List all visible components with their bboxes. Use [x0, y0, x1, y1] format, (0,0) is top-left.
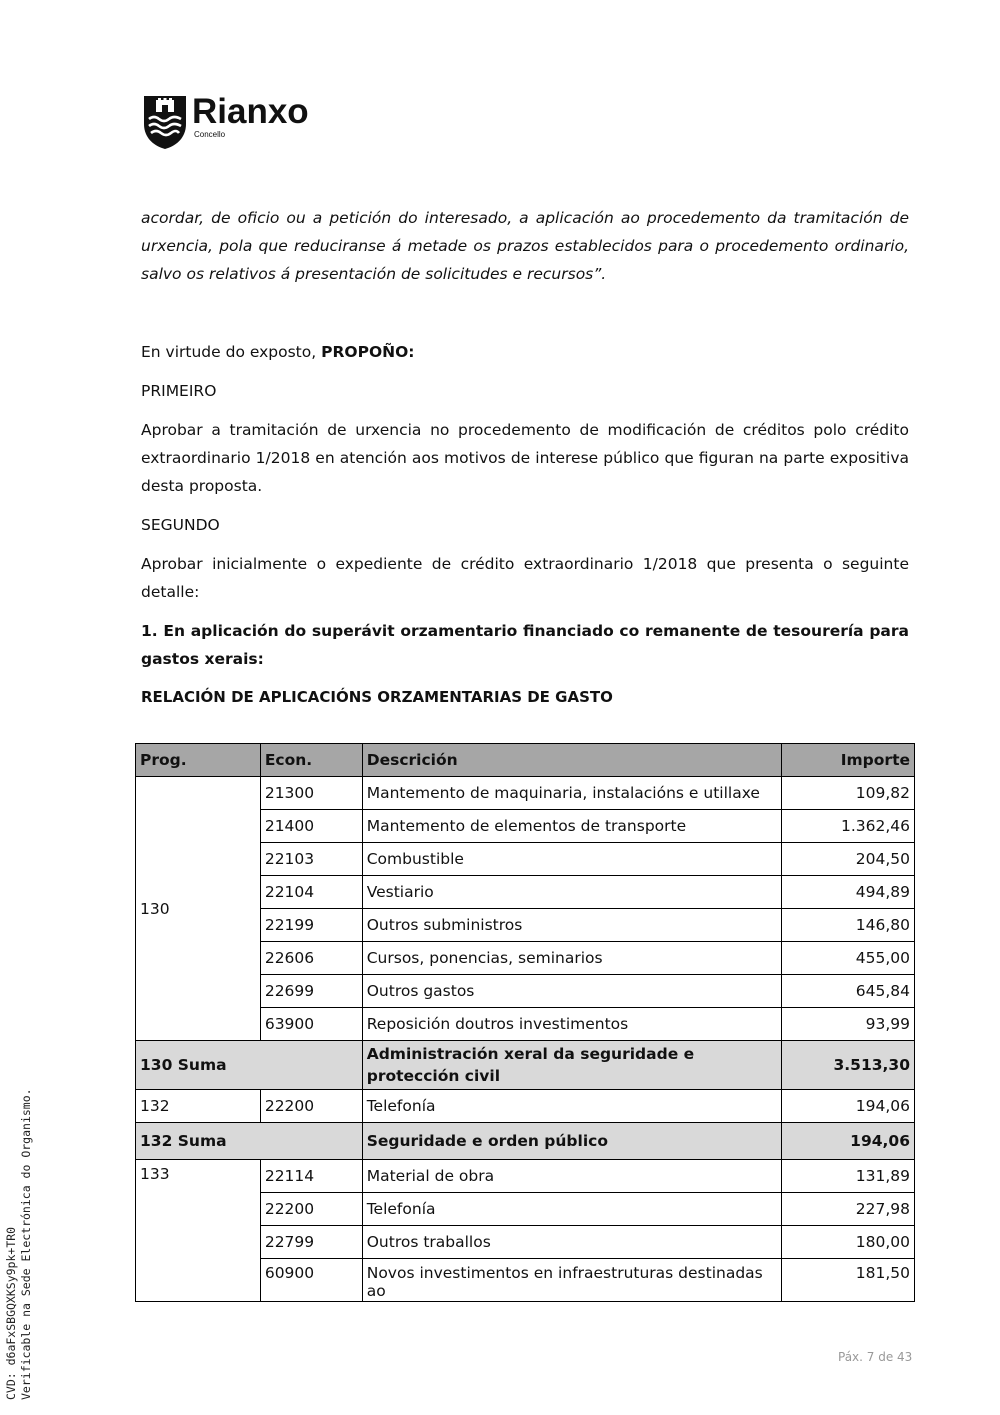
header-desc: Descrición: [362, 744, 781, 777]
amount-cell: 131,89: [782, 1160, 915, 1193]
section1-title: 1. En aplicación do superávit orzamentario financiado co remanente de tesourería para gastos xerais:: [141, 622, 909, 668]
desc-cell: Reposición doutros investimentos: [362, 1008, 781, 1041]
verification-note: Verificable na Sede Electrónica do Organismo.: [19, 1088, 33, 1400]
econ-cell: 63900: [260, 1008, 362, 1041]
amount-cell: 93,99: [782, 1008, 915, 1041]
amount-cell: 1.362,46: [782, 810, 915, 843]
econ-cell: 22606: [260, 942, 362, 975]
prog-cell: 133: [136, 1160, 261, 1302]
desc-cell: Telefonía: [362, 1090, 781, 1123]
logo-name: Rianxo: [192, 92, 309, 131]
header-amount: Importe: [782, 744, 915, 777]
desc-cell: Combustible: [362, 843, 781, 876]
intro-quote: acordar, de oficio ou a petición do interesado, a aplicación ao procedemento da tramitación de urxencia, pola que reduciranse á metade os prazos establecidos para o procedemento ordinario, salvo os relativos á presentación de solicitudes e recursos”.: [141, 209, 909, 283]
sum-label: 132 Suma: [136, 1123, 363, 1160]
econ-cell: 22104: [260, 876, 362, 909]
proposal-lead-bold: PROPOÑO:: [321, 343, 415, 361]
desc-cell: Outros subministros: [362, 909, 781, 942]
econ-cell: 22114: [260, 1160, 362, 1193]
first-heading: PRIMEIRO: [141, 382, 217, 400]
econ-cell: 22103: [260, 843, 362, 876]
sum-desc: Administración xeral da seguridade e protección civil: [362, 1041, 781, 1090]
desc-cell: Cursos, ponencias, seminarios: [362, 942, 781, 975]
table-title: RELACIÓN DE APLICACIÓNS ORZAMENTARIAS DE GASTO: [141, 688, 613, 706]
sum-label: 130 Suma: [136, 1041, 363, 1090]
first-text: Aprobar a tramitación de urxencia no procedemento de modificación de créditos polo crédito extraordinario 1/2018 en atención aos motivos de interese público que figuran na parte expositiva desta proposta.: [141, 421, 909, 495]
desc-cell: Telefonía: [362, 1193, 781, 1226]
sum-desc: Seguridade e orden público: [362, 1123, 781, 1160]
amount-cell: 109,82: [782, 777, 915, 810]
econ-cell: 22200: [260, 1090, 362, 1123]
desc-cell: Outros traballos: [362, 1226, 781, 1259]
amount-cell: 227,98: [782, 1193, 915, 1226]
prog-cell: 132: [136, 1090, 261, 1123]
desc-cell: Outros gastos: [362, 975, 781, 1008]
rianxo-logo: [142, 94, 309, 150]
econ-cell: 22799: [260, 1226, 362, 1259]
sum-amount: 194,06: [782, 1123, 915, 1160]
econ-cell: 60900: [260, 1259, 362, 1302]
econ-cell: 22199: [260, 909, 362, 942]
amount-cell: 194,06: [782, 1090, 915, 1123]
amount-cell: 180,00: [782, 1226, 915, 1259]
desc-cell: Vestiario: [362, 876, 781, 909]
table-header-row: [136, 744, 915, 777]
rianxo-shield-icon: [142, 94, 188, 150]
prog-cell: 130: [136, 777, 261, 1041]
econ-cell: 21400: [260, 810, 362, 843]
verification-code: CVD: d6aFxSBGQXKSy9pk+TR0: [4, 1226, 18, 1400]
desc-cell: Mantemento de maquinaria, instalacións e utillaxe: [362, 777, 781, 810]
proposal-line: [141, 338, 909, 366]
header-econ: Econ.: [260, 744, 362, 777]
sum-row: [136, 1041, 915, 1090]
desc-cell: Material de obra: [362, 1160, 781, 1193]
econ-cell: 21300: [260, 777, 362, 810]
amount-cell: 146,80: [782, 909, 915, 942]
sum-row: [136, 1123, 915, 1160]
header-prog: Prog.: [136, 744, 261, 777]
sum-amount: 3.513,30: [782, 1041, 915, 1090]
page-number: Páx. 7 de 43: [838, 1350, 913, 1364]
table-row: [136, 1160, 915, 1193]
table-row: [136, 1090, 915, 1123]
amount-cell: 645,84: [782, 975, 915, 1008]
amount-cell: 181,50: [782, 1259, 915, 1302]
amount-cell: 204,50: [782, 843, 915, 876]
amount-cell: 494,89: [782, 876, 915, 909]
table-row: [136, 777, 915, 810]
desc-cell: Novos investimentos en infraestruturas destinadas ao: [362, 1259, 781, 1302]
econ-cell: 22699: [260, 975, 362, 1008]
budget-table: [135, 743, 915, 1302]
desc-cell: Mantemento de elementos de transporte: [362, 810, 781, 843]
proposal-lead: En virtude do exposto,: [141, 343, 322, 361]
logo-subtitle: Concello: [194, 130, 226, 139]
verification-side-text: [4, 1088, 34, 1400]
second-text: Aprobar inicialmente o expediente de crédito extraordinario 1/2018 que presenta o seguinte detalle:: [141, 555, 909, 601]
amount-cell: 455,00: [782, 942, 915, 975]
econ-cell: 22200: [260, 1193, 362, 1226]
second-heading: SEGUNDO: [141, 516, 220, 534]
